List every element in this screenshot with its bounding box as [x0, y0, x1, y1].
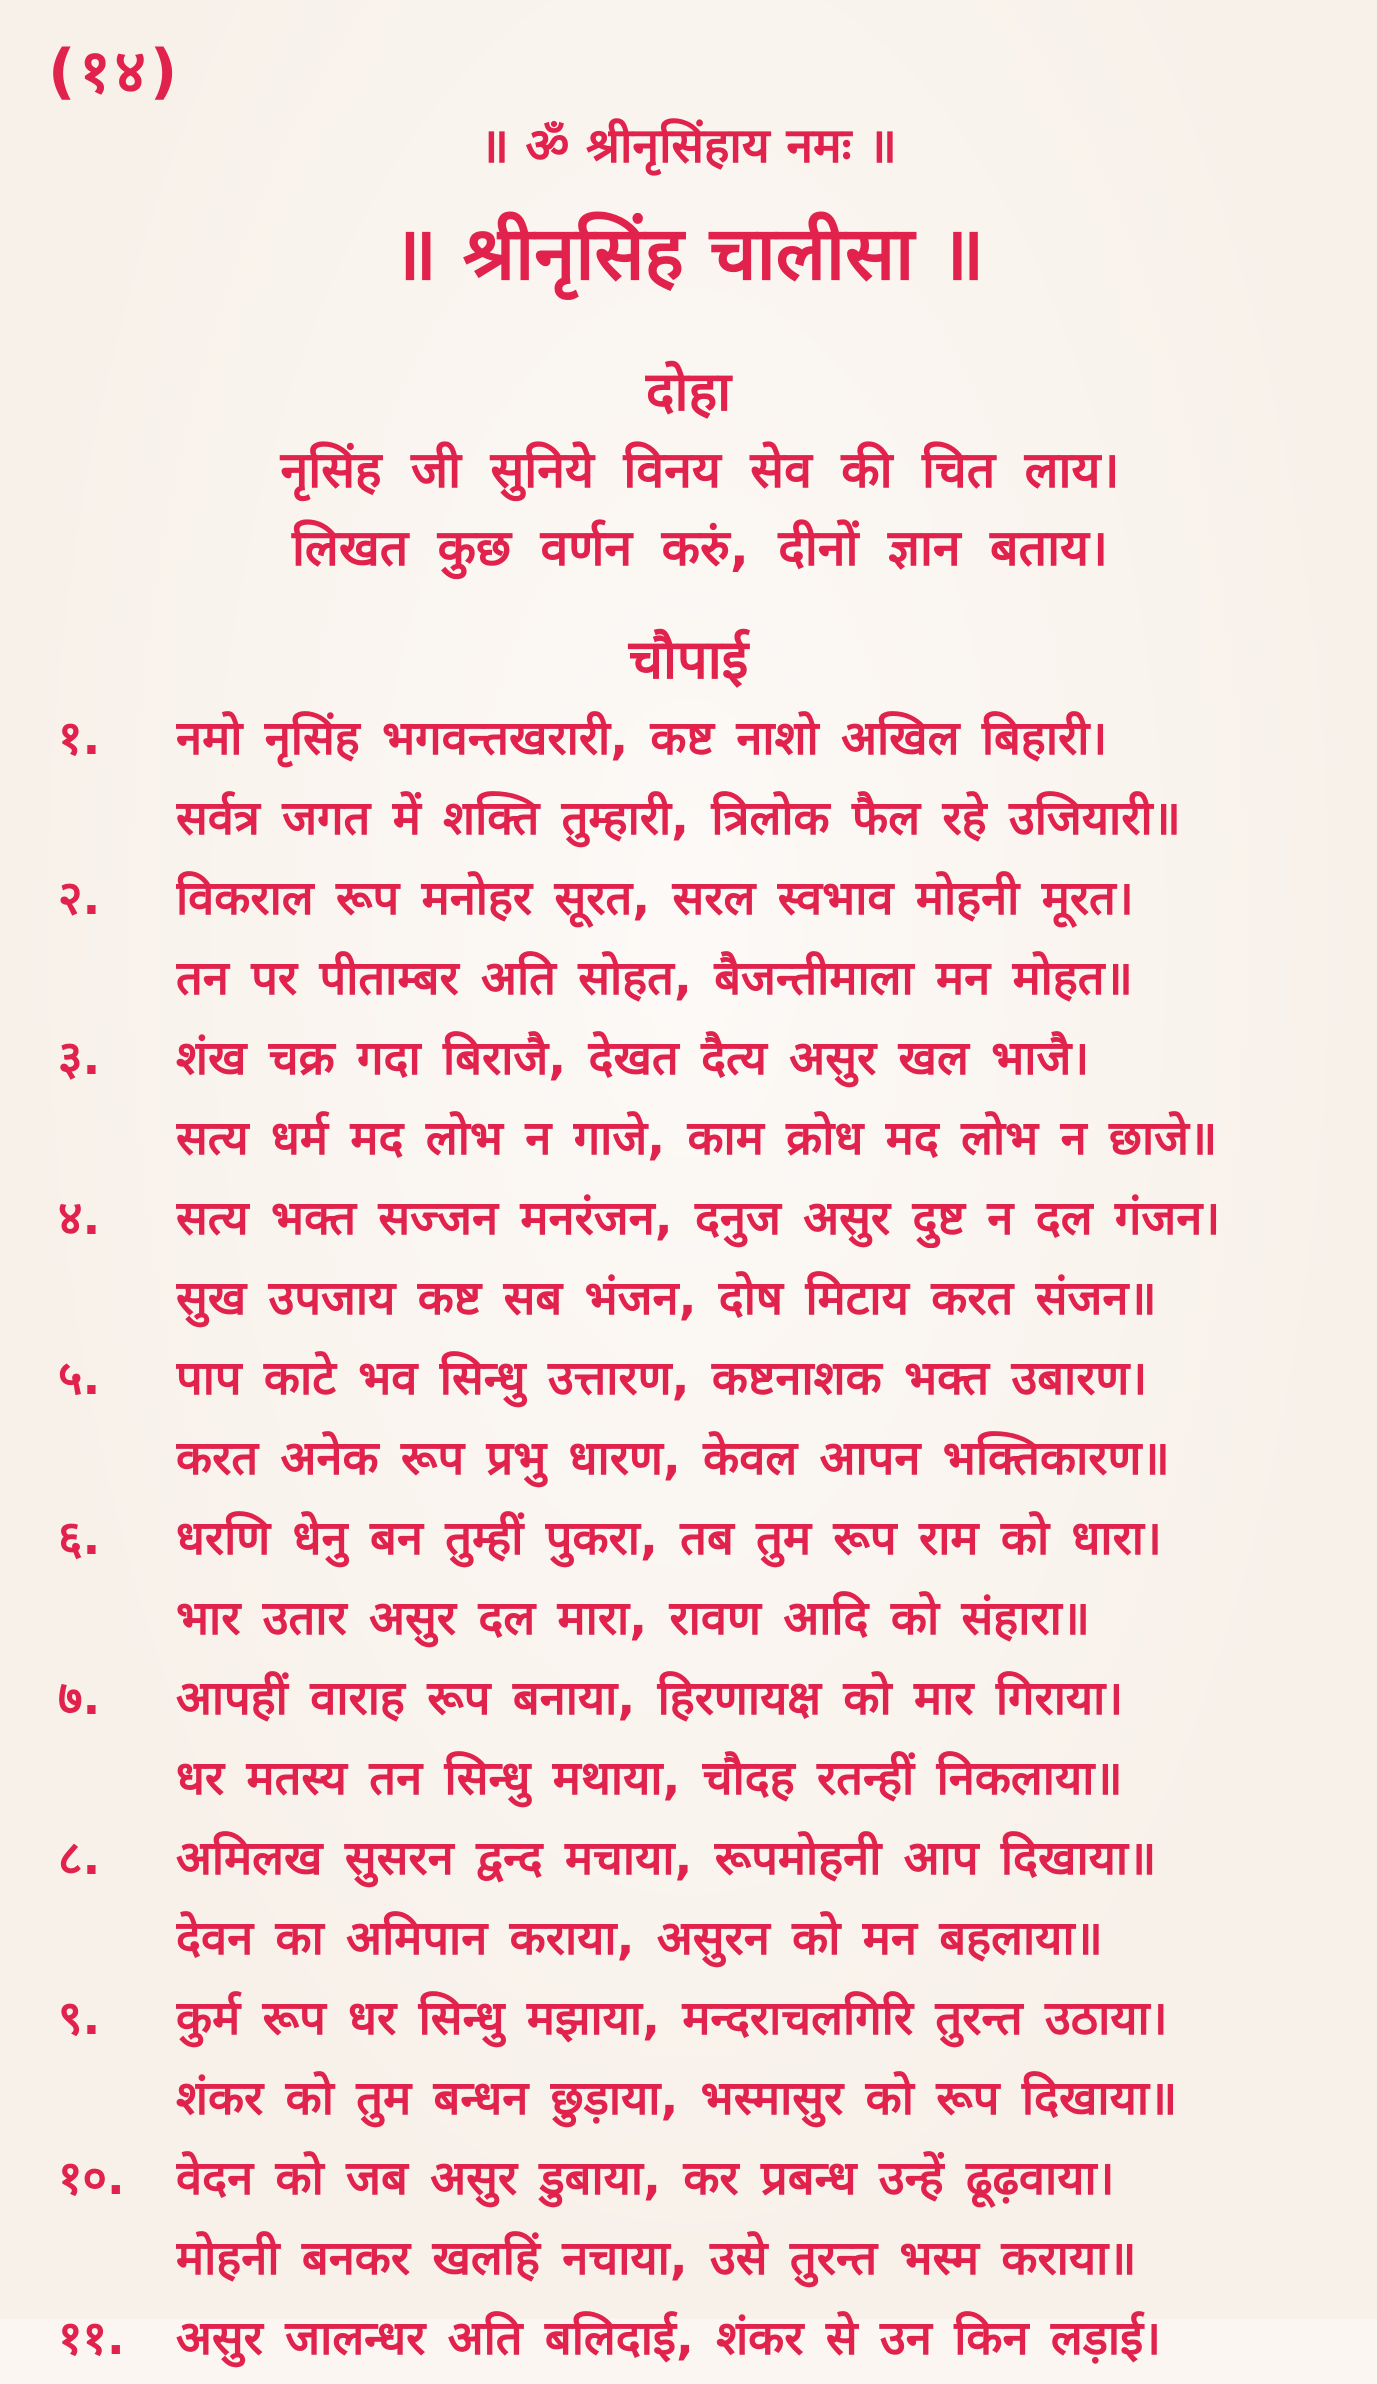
verse-line [0, 864, 1377, 944]
verse-text: वेदन को जब असुर डुबाया, कर प्रबन्ध उन्हें ढूढ़वाया। [176, 2151, 1115, 2206]
verse-text: सत्य भक्त सज्जन मनरंजन, दनुज असुर दुष्ट न दल गंजन। [176, 1191, 1221, 1246]
page-title: ॥ श्रीनृसिंह चालीसा ॥ [392, 211, 985, 297]
verse-line [0, 1664, 1377, 1744]
verse-number: २. [58, 871, 101, 926]
verse-line [0, 1984, 1377, 2064]
verse-line [0, 1104, 1377, 1184]
verse-text: करत अनेक रूप प्रभु धारण, केवल आपन भक्तिकारण॥ [176, 1431, 1170, 1486]
verse-text: नमो नृसिंह भगवन्तखरारी, कष्ट नाशो अखिल बिहारी। [176, 711, 1108, 766]
verse-number: ९. [58, 1991, 101, 2046]
verse-line [0, 1264, 1377, 1344]
verse-text: शंख चक्र गदा बिराजै, देखत दैत्य असुर खल भाजै। [176, 1031, 1090, 1086]
verse-text: धरणि धेनु बन तुम्हीं पुकरा, तब तुम रूप राम को धारा। [176, 1511, 1162, 1566]
verse-number: ५. [58, 1351, 101, 1406]
doha-heading: दोहा [645, 360, 732, 423]
verse-number: ६. [58, 1511, 101, 1566]
verse-text: मोहनी बनकर खलहिं नचाया, उसे तुरन्त भस्म कराया॥ [176, 2231, 1137, 2286]
verse-number: १. [58, 711, 101, 766]
page-number: (१४) [48, 37, 182, 107]
verse-text: आपहीं वाराह रूप बनाया, हिरणायक्ष को मार गिराया। [176, 1671, 1124, 1726]
verse-text: तन पर पीताम्बर अति सोहत, बैजन्तीमाला मन मोहत॥ [176, 951, 1133, 1006]
verse-line [0, 1584, 1377, 1664]
verse-text: शंकर को तुम बन्धन छुड़ाया, भस्मासुर को रूप दिखाया॥ [176, 2071, 1178, 2126]
verse-text: पाप काटे भव सिन्धु उत्तारण, कष्टनाशक भक्त उबारण। [176, 1351, 1148, 1406]
chaupai-heading: चौपाई [628, 628, 749, 691]
verse-line [0, 1504, 1377, 1584]
verse-line [0, 1824, 1377, 1904]
verse-number: १०. [58, 2151, 125, 2206]
verse-line [0, 1424, 1377, 1504]
verse-text: सुख उपजाय कष्ट सब भंजन, दोष मिटाय करत संजन॥ [176, 1271, 1157, 1326]
verse-line [0, 2304, 1377, 2384]
doha-line: नृसिंह जी सुनिये विनय सेव की चित लाय। [280, 441, 1120, 499]
verse-number: ७. [58, 1671, 101, 1726]
verse-line [0, 2064, 1377, 2144]
verse-line [0, 2224, 1377, 2304]
verse-number: ११. [58, 2311, 125, 2366]
verse-number: ४. [58, 1191, 101, 1246]
verse-text: सत्य धर्म मद लोभ न गाजे, काम क्रोध मद लोभ न छाजे॥ [176, 1111, 1218, 1166]
verse-text: धर मतस्य तन सिन्धु मथाया, चौदह रतन्हीं निकलाया॥ [176, 1751, 1123, 1806]
verse-line [0, 2144, 1377, 2224]
doha-line: लिखत कुछ वर्णन करुं, दीनों ज्ञान बताय। [291, 519, 1109, 577]
verse-line [0, 1184, 1377, 1264]
verse-line [0, 1744, 1377, 1824]
verse-text: विकराल रूप मनोहर सूरत, सरल स्वभाव मोहनी मूरत। [176, 871, 1134, 926]
verse-text: सर्वत्र जगत में शक्ति तुम्हारी, त्रिलोक फैल रहे उजियारी॥ [176, 791, 1181, 846]
verse-line [0, 784, 1377, 864]
verse-number: ८. [58, 1831, 101, 1886]
verse-line [0, 1024, 1377, 1104]
verse-text: भार उतार असुर दल मारा, रावण आदि को संहारा॥ [176, 1591, 1090, 1646]
verse-line [0, 1904, 1377, 1984]
verse-line [0, 1344, 1377, 1424]
invocation: ॥ ॐ श्रीनृसिंहाय नमः ॥ [480, 118, 897, 174]
verse-text: असुर जालन्धर अति बलिदाई, शंकर से उन किन लड़ाई। [176, 2311, 1161, 2366]
verse-number: ३. [58, 1031, 101, 1086]
verse-line [0, 704, 1377, 784]
verse-text: कुर्म रूप धर सिन्धु मझाया, मन्दराचलगिरि तुरन्त उठाया। [176, 1991, 1168, 2046]
verse-text: अमिलख सुसरन द्वन्द मचाया, रूपमोहनी आप दिखाया॥ [176, 1831, 1157, 1886]
verse-line [0, 944, 1377, 1024]
verse-text: देवन का अमिपान कराया, असुरन को मन बहलाया॥ [176, 1911, 1103, 1966]
